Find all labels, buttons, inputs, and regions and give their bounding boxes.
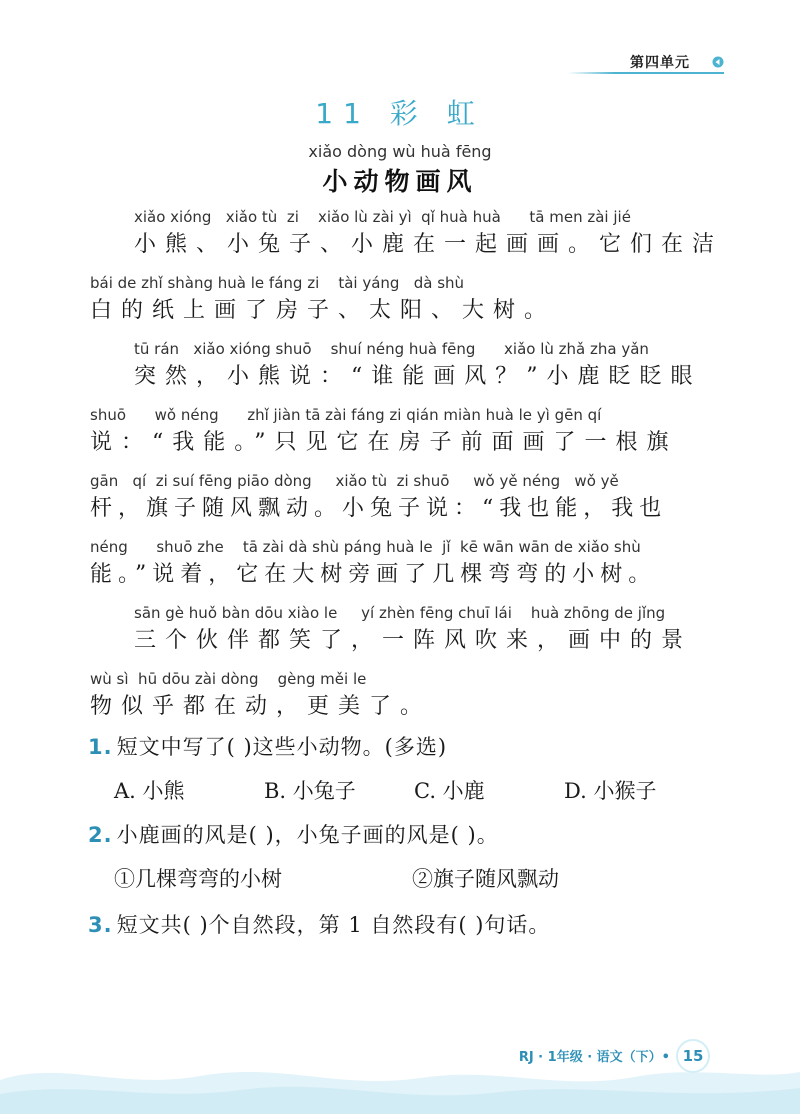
option-2[interactable]: ②旗子随风飘动 [412,867,559,891]
passage-line [90,404,716,460]
question-text: 小鹿画的风是( )，小兔子画的风是( )。 [116,823,499,847]
passage-line [90,668,716,724]
header-rule [568,72,724,74]
question-text: 短文中写了( )这些小动物。(多选) [116,735,448,759]
question-2 [88,818,728,852]
passage-line [90,272,716,328]
passage-line [90,470,716,526]
text-row: 能。”说着，它在大树旁画了几棵弯弯的小树。 [90,562,657,587]
story-title-pinyin: xiǎo dòng wù huà fēng [308,142,492,161]
question-number: 3. [88,913,113,937]
option-b[interactable]: B. 小兔子 [264,779,356,803]
question-number: 2. [88,823,113,847]
option-d[interactable]: D. 小猴子 [564,779,657,803]
question-3 [88,908,728,942]
page-number: 15 [676,1039,710,1073]
passage-line [90,338,716,394]
passage-line [90,602,716,658]
passage-line [90,536,716,592]
story-title: 小动物画风 [322,167,478,196]
question-text: 短文共( )个自然段，第 1 自然段有( )句话。 [116,913,551,937]
text-row: 杆，旗子随风飘动。小兔子说：“我也能，我也 [90,496,668,521]
option-1[interactable]: ①几棵弯弯的小树 [114,867,282,891]
unit-label: 第四单元 [630,55,690,71]
text-row: 物似乎都在动，更美了。 [90,694,432,719]
question-number: 1. [88,735,113,759]
option-c[interactable]: C. 小鹿 [414,779,485,803]
text-row: 三个伙伴都笑了，一阵风吹来，画中的景 [134,628,693,653]
option-a[interactable]: A. 小熊 [114,779,185,803]
passage-line [90,206,724,262]
pinyin-row: shuō wǒ néng zhǐ jiàn tā zài fáng zi qián miàn huà le yì gēn qí [90,406,602,424]
pinyin-row: tū rán xiǎo xióng shuō shuí néng huà fēng xiǎo lù zhǎ zha yǎn [134,340,649,358]
q2-options [114,862,734,896]
question-1 [88,730,728,764]
text-row: 白的纸上画了房子、太阳、大树。 [90,298,556,323]
text-row: 突然，小熊说：“谁能画风？”小鹿眨眨眼 [134,364,702,389]
unit-header [568,52,708,74]
pinyin-row: néng shuō zhe tā zài dà shù páng huà le jǐ kē wān wān de xiǎo shù [90,538,641,556]
footer-label: RJ · 1年级 · 语文（下）• [518,1050,670,1065]
pinyin-row: bái de zhǐ shàng huà le fáng zi tài yáng dà shù [90,274,465,292]
lesson-title: 11 彩 虹 [315,97,485,130]
pinyin-row: sān gè huǒ bàn dōu xiào le yí zhèn fēng chuī lái huà zhōng de jǐng [134,604,666,622]
text-row: 说：“我能。”只见它在房子前面画了一根旗 [90,430,678,455]
text-row: 小熊、小兔子、小鹿在一起画画。它们在洁 [134,232,724,257]
pinyin-row: gān qí zi suí fēng piāo dòng xiǎo tù zi shuō wǒ yě néng wǒ yě [90,472,619,490]
pinyin-row: wù sì hū dōu zài dòng gèng měi le [90,670,367,688]
q1-options [114,774,734,808]
speaker-arrow-icon [712,56,724,68]
pinyin-row: xiǎo xióng xiǎo tù zi xiǎo lù zài yì qǐ huà huà tā men zài jié [134,208,631,226]
